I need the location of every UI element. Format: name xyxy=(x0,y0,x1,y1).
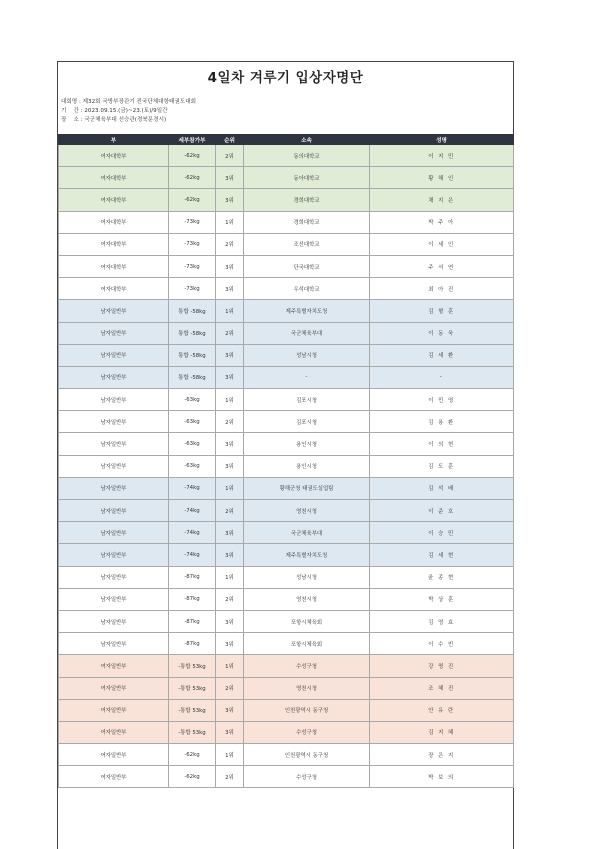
cell-weight-class: -73kg xyxy=(169,233,216,255)
header-name: 성명 xyxy=(370,135,514,145)
table-row xyxy=(59,455,514,477)
cell-weight-class: -73kg xyxy=(169,278,216,300)
cell-weight-class: 통합 -58kg xyxy=(169,322,216,344)
cell-rank: 3위 xyxy=(216,455,244,477)
cell-rank: 3위 xyxy=(216,610,244,632)
event-label: 대회명 : xyxy=(61,99,83,105)
table-row xyxy=(59,566,514,588)
cell-team: 성남시청 xyxy=(244,566,370,588)
table-row xyxy=(59,389,514,411)
cell-name: 이 의 현 xyxy=(370,433,514,455)
cell-rank: 3위 xyxy=(216,189,244,211)
cell-name: 이 세 인 xyxy=(370,233,514,255)
cell-team: 영천시청 xyxy=(244,588,370,610)
table-row xyxy=(59,699,514,721)
cell-weight-class: -63kg xyxy=(169,411,216,433)
place-info-line xyxy=(61,116,166,124)
results-sheet xyxy=(57,61,514,849)
cell-weight-class: -74kg xyxy=(169,500,216,522)
cell-division: 남자일반부 xyxy=(59,389,169,411)
cell-division: 남자일반부 xyxy=(59,344,169,366)
table-row xyxy=(59,366,514,388)
table-header-row xyxy=(59,135,514,145)
cell-team: 수성구청 xyxy=(244,655,370,677)
cell-name: 최 아 진 xyxy=(370,278,514,300)
cell-weight-class: -통합 53kg xyxy=(169,699,216,721)
cell-name: 김 용 환 xyxy=(370,411,514,433)
cell-division: 남자일반부 xyxy=(59,588,169,610)
cell-division: 남자일반부 xyxy=(59,366,169,388)
cell-division: 남자일반부 xyxy=(59,411,169,433)
cell-weight-class: -63kg xyxy=(169,389,216,411)
cell-division: 남자일반부 xyxy=(59,544,169,566)
table-row xyxy=(59,766,514,788)
cell-division: 여자일반부 xyxy=(59,677,169,699)
cell-weight-class: -87kg xyxy=(169,610,216,632)
cell-name: 김 형 훈 xyxy=(370,300,514,322)
table-row xyxy=(59,145,514,167)
cell-name: 김 지 혜 xyxy=(370,721,514,743)
cell-team: 황해군청 태권도실업팀 xyxy=(244,477,370,499)
cell-name: 이 승 민 xyxy=(370,522,514,544)
cell-rank: 2위 xyxy=(216,322,244,344)
cell-rank: 1위 xyxy=(216,566,244,588)
cell-team: 수성구청 xyxy=(244,766,370,788)
table-row xyxy=(59,233,514,255)
table-row xyxy=(59,167,514,189)
cell-rank: 2위 xyxy=(216,677,244,699)
cell-division: 남자일반부 xyxy=(59,433,169,455)
cell-division: 여자대학부 xyxy=(59,278,169,300)
cell-rank: 1위 xyxy=(216,477,244,499)
cell-team: 국군체육부대 xyxy=(244,522,370,544)
cell-name: 이 민 영 xyxy=(370,389,514,411)
cell-weight-class: -87kg xyxy=(169,566,216,588)
cell-name: 김 영 효 xyxy=(370,610,514,632)
cell-name: 박 상 훈 xyxy=(370,588,514,610)
cell-name: 김 세 환 xyxy=(370,344,514,366)
cell-division: 남자일반부 xyxy=(59,500,169,522)
cell-weight-class: -62kg xyxy=(169,766,216,788)
cell-weight-class: 통합 -58kg xyxy=(169,300,216,322)
cell-rank: 1위 xyxy=(216,389,244,411)
cell-division: 남자일반부 xyxy=(59,633,169,655)
period-value: 2023.09.15.(금)~23.(토)/9일간 xyxy=(84,108,168,114)
cell-weight-class: -통합 53kg xyxy=(169,655,216,677)
cell-weight-class: 통합 -58kg xyxy=(169,366,216,388)
event-info-line xyxy=(61,98,196,106)
cell-division: 남자일반부 xyxy=(59,610,169,632)
cell-rank: 3위 xyxy=(216,278,244,300)
cell-team: 제주특별자치도청 xyxy=(244,544,370,566)
period-info-line xyxy=(61,107,168,115)
cell-name: 윤 종 현 xyxy=(370,566,514,588)
cell-rank: 1위 xyxy=(216,211,244,233)
table-row xyxy=(59,633,514,655)
cell-division: 남자일반부 xyxy=(59,455,169,477)
cell-name: 이 동 욱 xyxy=(370,322,514,344)
cell-name: 김 세 현 xyxy=(370,544,514,566)
cell-name: 안 유 란 xyxy=(370,699,514,721)
cell-weight-class: -통합 53kg xyxy=(169,677,216,699)
cell-team: 제주특별자치도청 xyxy=(244,300,370,322)
cell-name: 이 준 호 xyxy=(370,500,514,522)
cell-rank: 1위 xyxy=(216,655,244,677)
cell-rank: 3위 xyxy=(216,255,244,277)
cell-division: 남자일반부 xyxy=(59,477,169,499)
cell-division: 여자일반부 xyxy=(59,655,169,677)
cell-rank: 3위 xyxy=(216,167,244,189)
cell-division: 여자대학부 xyxy=(59,189,169,211)
table-row xyxy=(59,255,514,277)
cell-team: 영천시청 xyxy=(244,677,370,699)
cell-rank: 3위 xyxy=(216,699,244,721)
cell-name: 이 수 빈 xyxy=(370,633,514,655)
cell-name: 이 지 민 xyxy=(370,145,514,167)
cell-rank: 1위 xyxy=(216,744,244,766)
cell-weight-class: 통합 -58kg xyxy=(169,344,216,366)
table-row xyxy=(59,744,514,766)
cell-name: 장 은 지 xyxy=(370,744,514,766)
cell-weight-class: -62kg xyxy=(169,189,216,211)
header-division: 부 xyxy=(59,135,169,145)
cell-weight-class: -87kg xyxy=(169,588,216,610)
cell-name: 박 보 의 xyxy=(370,766,514,788)
table-row xyxy=(59,522,514,544)
cell-rank: 3위 xyxy=(216,633,244,655)
table-row xyxy=(59,721,514,743)
cell-weight-class: -73kg xyxy=(169,255,216,277)
cell-team: 동아대학교 xyxy=(244,167,370,189)
event-value: 제32회 국방부장관기 전국단체대항태권도대회 xyxy=(82,99,196,105)
cell-rank: 3위 xyxy=(216,721,244,743)
cell-division: 여자일반부 xyxy=(59,721,169,743)
page-title: 4일차 겨루기 입상자명단 xyxy=(207,70,364,86)
cell-rank: 2위 xyxy=(216,233,244,255)
cell-team: 포항시체육회 xyxy=(244,633,370,655)
cell-rank: 1위 xyxy=(216,300,244,322)
table-row xyxy=(59,655,514,677)
cell-rank: 3위 xyxy=(216,522,244,544)
cell-weight-class: -63kg xyxy=(169,433,216,455)
cell-team: 성남시청 xyxy=(244,344,370,366)
cell-division: 여자대학부 xyxy=(59,255,169,277)
cell-weight-class: -62kg xyxy=(169,145,216,167)
cell-division: 여자대학부 xyxy=(59,233,169,255)
cell-name: 강 명 진 xyxy=(370,655,514,677)
cell-weight-class: -74kg xyxy=(169,522,216,544)
cell-name: - xyxy=(370,366,514,388)
cell-weight-class: -통합 53kg xyxy=(169,721,216,743)
cell-team: 동의대학교 xyxy=(244,145,370,167)
table-row xyxy=(59,189,514,211)
table-row xyxy=(59,610,514,632)
results-table xyxy=(58,134,514,788)
cell-team: 용인시청 xyxy=(244,433,370,455)
header-weight-class: 세부참가부 xyxy=(169,135,216,145)
cell-division: 여자대학부 xyxy=(59,167,169,189)
table-row xyxy=(59,211,514,233)
cell-team: 용인시청 xyxy=(244,455,370,477)
cell-division: 남자일반부 xyxy=(59,300,169,322)
cell-team: 우석대학교 xyxy=(244,278,370,300)
period-label: 기 간 : xyxy=(61,108,85,114)
place-label: 장 소 : xyxy=(61,117,85,123)
cell-weight-class: -62kg xyxy=(169,167,216,189)
cell-rank: 2위 xyxy=(216,500,244,522)
cell-team: 영천시청 xyxy=(244,500,370,522)
table-row xyxy=(59,322,514,344)
cell-team: 포항시체육회 xyxy=(244,610,370,632)
cell-team: 김포시청 xyxy=(244,389,370,411)
place-value: 국군체육부대 선승관(경북문경시) xyxy=(84,117,167,123)
cell-weight-class: -87kg xyxy=(169,633,216,655)
header-rank: 순위 xyxy=(216,135,244,145)
cell-team: 경희대학교 xyxy=(244,189,370,211)
cell-rank: 2위 xyxy=(216,766,244,788)
cell-division: 여자일반부 xyxy=(59,744,169,766)
cell-team: 조선대학교 xyxy=(244,233,370,255)
cell-name: 조 혜 진 xyxy=(370,677,514,699)
cell-rank: 3위 xyxy=(216,344,244,366)
table-row xyxy=(59,544,514,566)
cell-team: 경희대학교 xyxy=(244,211,370,233)
cell-weight-class: -73kg xyxy=(169,211,216,233)
cell-rank: 3위 xyxy=(216,366,244,388)
cell-team: 인천광역시 동구청 xyxy=(244,744,370,766)
cell-team: 단국대학교 xyxy=(244,255,370,277)
table-row xyxy=(59,588,514,610)
cell-division: 남자일반부 xyxy=(59,522,169,544)
cell-team: 수성구청 xyxy=(244,721,370,743)
cell-division: 남자일반부 xyxy=(59,322,169,344)
table-row xyxy=(59,278,514,300)
cell-weight-class: -63kg xyxy=(169,455,216,477)
cell-team: 국군체육부대 xyxy=(244,322,370,344)
cell-division: 여자일반부 xyxy=(59,699,169,721)
cell-name: 박 주 아 xyxy=(370,211,514,233)
cell-team: - xyxy=(244,366,370,388)
cell-name: 채 지 은 xyxy=(370,189,514,211)
cell-name: 황 해 인 xyxy=(370,167,514,189)
cell-weight-class: -62kg xyxy=(169,744,216,766)
table-row xyxy=(59,433,514,455)
cell-rank: 2위 xyxy=(216,588,244,610)
cell-team: 김포시청 xyxy=(244,411,370,433)
cell-rank: 3위 xyxy=(216,433,244,455)
cell-division: 여자일반부 xyxy=(59,766,169,788)
cell-weight-class: -74kg xyxy=(169,477,216,499)
cell-weight-class: -74kg xyxy=(169,544,216,566)
cell-division: 여자대학부 xyxy=(59,211,169,233)
table-row xyxy=(59,677,514,699)
table-row xyxy=(59,477,514,499)
cell-name: 김 도 훈 xyxy=(370,455,514,477)
table-row xyxy=(59,500,514,522)
header-team: 소속 xyxy=(244,135,370,145)
table-row xyxy=(59,411,514,433)
table-row xyxy=(59,300,514,322)
table-row xyxy=(59,344,514,366)
cell-division: 여자대학부 xyxy=(59,145,169,167)
cell-rank: 2위 xyxy=(216,411,244,433)
cell-rank: 3위 xyxy=(216,544,244,566)
cell-team: 인천광역시 동구청 xyxy=(244,699,370,721)
cell-rank: 2위 xyxy=(216,145,244,167)
cell-name: 주 서 연 xyxy=(370,255,514,277)
cell-name: 김 석 배 xyxy=(370,477,514,499)
cell-division: 남자일반부 xyxy=(59,566,169,588)
